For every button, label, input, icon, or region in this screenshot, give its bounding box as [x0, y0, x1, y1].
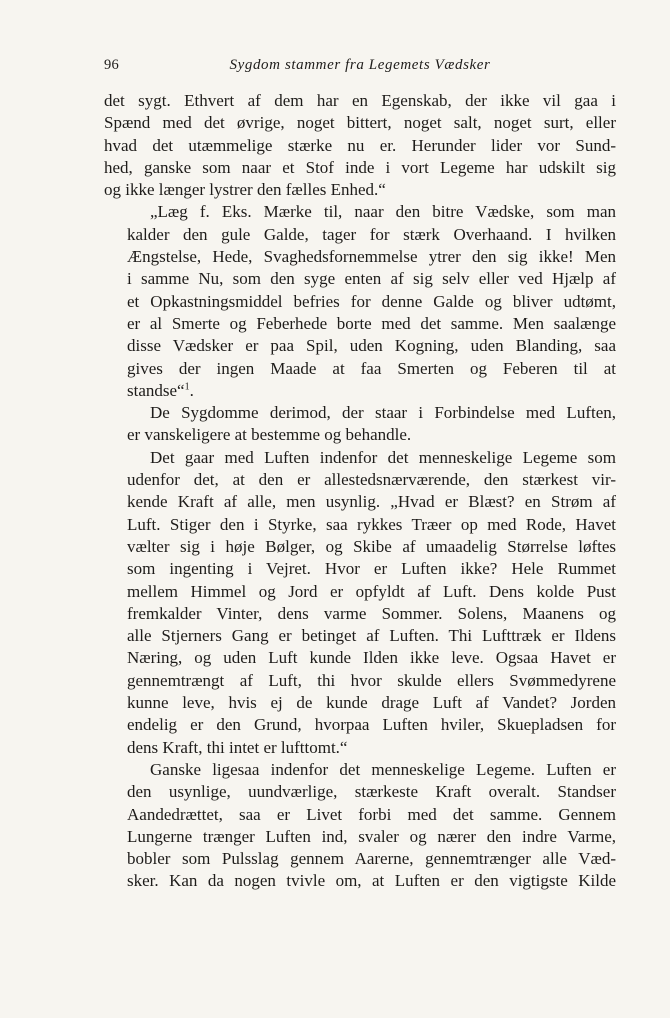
end-punctuation: .: [189, 380, 194, 400]
text-line: hed, ganske som naar et Stof inde i vort Legeme har udskilt sig: [104, 157, 616, 177]
text-line: er al Smerte og Feberhede borte med det samme. Men saalænge: [127, 313, 616, 333]
paragraph: [104, 447, 616, 759]
text-line: Ganske ligesaa indenfor det menneskelige Legeme. Luften er: [150, 759, 616, 779]
text-line: endelig er den Grund, hvorpaa Luften hviler, Skuepladsen for: [127, 715, 616, 735]
text-line: i samme Nu, som den syge enten af sig selv eller ved Hjælp af: [127, 269, 616, 289]
paragraph: [104, 759, 616, 893]
text-line: udenfor det, at den er allestedsnærværende, den stærkest vir-: [127, 470, 616, 490]
text-line: disse Vædsker er paa Spil, uden Kogning, uden Blanding, saa: [127, 336, 616, 356]
paragraph: [104, 201, 616, 402]
text-line: standse“$^1$.: [127, 380, 194, 400]
text-line: vælter sig i høje Bølger, og Skibe af umaadelig Størrelse løftes: [127, 536, 616, 556]
text-line: „Læg f. Eks. Mærke til, naar den bitre Vædske, som man: [150, 202, 616, 222]
body-text: [104, 90, 616, 893]
text-line: som ingenting i Vejret. Hvor er Luften ikke? Hele Rummet: [127, 559, 616, 579]
running-head: Sygdom stammer fra Legemets Vædsker: [229, 57, 491, 73]
text-line: et Opkastningsmiddel befries for denne Galde og bliver udtømt,: [127, 291, 616, 311]
text-line: Luft. Stiger den i Styrke, saa rykkes Træer op med Rode, Havet: [127, 514, 616, 534]
text-line: Det gaar med Luften indenfor det menneskelige Legeme som: [150, 447, 616, 467]
text-line: kalder den gule Galde, tager for stærk Overhaand. I hvilken: [127, 224, 616, 244]
text-line: dens Kraft, thi intet er lufttomt.“: [127, 737, 348, 757]
text-line: kende Kraft af alle, men usynlig. „Hvad er Blæst? en Strøm af: [127, 492, 616, 512]
text-line: alle Stjerners Gang er betinget af Luften. Thi Lufttræk er Ildens: [127, 626, 616, 646]
text-line: og ikke længer lystrer den fælles Enhed.“: [104, 180, 386, 200]
page-number: 96: [104, 57, 120, 73]
text-line: hvad det utæmmelige stærke nu er. Herunder lider vor Sund-: [104, 135, 616, 155]
text-line: bobler som Pulsslag gennem Aarerne, gennemtrænger alle Væd-: [127, 849, 616, 869]
text-line: den usynlige, uundværlige, stærkeste Kraft overalt. Standser: [127, 782, 616, 802]
paragraph: [104, 90, 616, 201]
text-line: Næring, og uden Luft kunde Ilden ikke leve. Ogsaa Havet er: [127, 648, 616, 668]
text-line: sker. Kan da nogen tvivle om, at Luften er den vigtigste Kilde: [127, 871, 616, 891]
footnote-reference[interactable]: 1: [184, 381, 190, 393]
text-line: Ængstelse, Hede, Svaghedsfornemmelse ytrer den sig ikke! Men: [127, 247, 616, 267]
text-line: Aandedrættet, saa er Livet forbi med det samme. Gennem: [127, 804, 616, 824]
text-line: kunne leve, hvis ej de kunde drage Luft af Vandet? Jorden: [127, 693, 616, 713]
paragraph: [104, 402, 616, 447]
text-line: Spænd med det øvrige, noget bittert, noget salt, noget surt, eller: [104, 113, 616, 133]
text-line: De Sygdomme derimod, der staar i Forbindelse med Luften,: [150, 403, 616, 423]
page-header: [104, 57, 616, 79]
text-line: mellem Himmel og Jord er opfyldt af Luft. Dens kolde Pust: [127, 581, 616, 601]
text-line: er vanskeligere at bestemme og behandle.: [127, 425, 412, 445]
text-line: fremkalder Vinter, dens varme Sommer. Solens, Maanens og: [127, 603, 616, 623]
text-line: Lungerne trænger Luften ind, svaler og nærer den indre Varme,: [127, 826, 616, 846]
text-line: det sygt. Ethvert af dem har en Egenskab, der ikke vil gaa i: [104, 91, 616, 110]
text-line: gives der ingen Maade at faa Smerten og Feberen til at: [127, 358, 616, 378]
text-line: gennemtrængt af Luft, thi hvor skulde ellers Svømmedyrene: [127, 670, 616, 690]
